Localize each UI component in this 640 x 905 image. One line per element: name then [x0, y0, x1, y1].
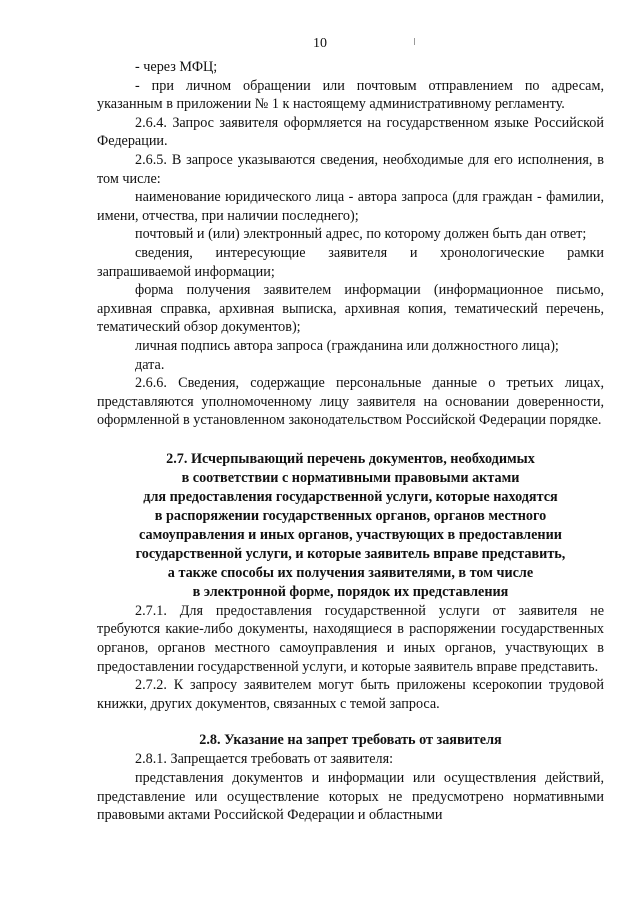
page-number: 10	[313, 36, 327, 51]
paragraph-via-mfc: - через МФЦ;	[135, 59, 218, 75]
list-item-information: сведения, интересующие заявителя и хронологические рамки запрашиваемой информации;	[97, 244, 604, 280]
paragraph-personal-appeal: - при личном обращении или почтовым отправлением по адресам, указанным в приложении № 1 к настоящему административному регламенту.	[97, 77, 604, 113]
document-body	[97, 58, 604, 825]
heading-line: в электронной форме, порядок их представления	[192, 583, 509, 600]
heading-line: в соответствии с нормативными правовыми актами	[181, 469, 520, 486]
heading-line: самоуправления и иных органов, участвующих в предоставлении	[139, 526, 562, 543]
scan-mark	[414, 38, 415, 45]
paragraph-representation: представления документов и информации или осуществления действий, представление или осуществление которых не предусмотрено нормативными правовыми актами Российской Федерации и областными	[97, 770, 604, 824]
heading-line: 2.7. Исчерпывающий перечень документов, необходимых	[166, 450, 535, 467]
list-item-form: форма получения заявителем информации (информационное письмо, архивная справка, архивная выписка, архивная копия, тематический перечень, тематический обзор документов);	[97, 282, 604, 336]
section-2-8-heading: 2.8. Указание на запрет требовать от заявителя	[199, 732, 502, 749]
list-item-date: дата.	[135, 356, 165, 373]
heading-line: а также способы их получения заявителями, в том числе	[167, 564, 534, 581]
paragraph-2-6-6: 2.6.6. Сведения, содержащие персональные данные о третьих лицах, представляются уполномоченному лицу заявителя на основании доверенности, оформленной в установленном законодательством Российской Федерации порядке.	[97, 375, 604, 429]
list-item-signature: личная подпись автора запроса (гражданина или должностного лица);	[135, 337, 559, 354]
paragraph-2-7-2: 2.7.2. К запросу заявителем могут быть приложены ксерокопии трудовой книжки, других документов, связанных с темой запроса.	[97, 677, 604, 712]
list-item-address: почтовый и (или) электронный адрес, по которому должен быть дан ответ;	[135, 226, 587, 243]
paragraph-2-6-4: 2.6.4. Запрос заявителя оформляется на государственном языке Российской Федерации.	[97, 114, 604, 150]
heading-line: государственной услуги, и которые заявитель вправе представить,	[135, 545, 566, 562]
paragraph-2-8-1: 2.8.1. Запрещается требовать от заявителя:	[135, 751, 394, 768]
section-2-7-heading	[97, 450, 604, 602]
paragraph-2-6-5: 2.6.5. В запросе указываются сведения, необходимые для его исполнения, в том числе:	[97, 151, 604, 187]
paragraph-2-7-1: 2.7.1. Для предоставления государственной услуги от заявителя не требуются какие-либо документы, находящиеся в распоряжении государственных органов, органов местного самоуправления и иных органов, участвующих в предоставлении государственной услуги, и которые заявитель вправе представить.	[97, 602, 604, 675]
heading-line: в распоряжении государственных органов, органов местного	[154, 507, 547, 524]
heading-line: для предоставления государственной услуги, которые находятся	[143, 488, 558, 505]
list-item-legal-entity: наименование юридического лица - автора запроса (для граждан - фамилии, имени, отчества, при наличии последнего);	[97, 189, 604, 224]
